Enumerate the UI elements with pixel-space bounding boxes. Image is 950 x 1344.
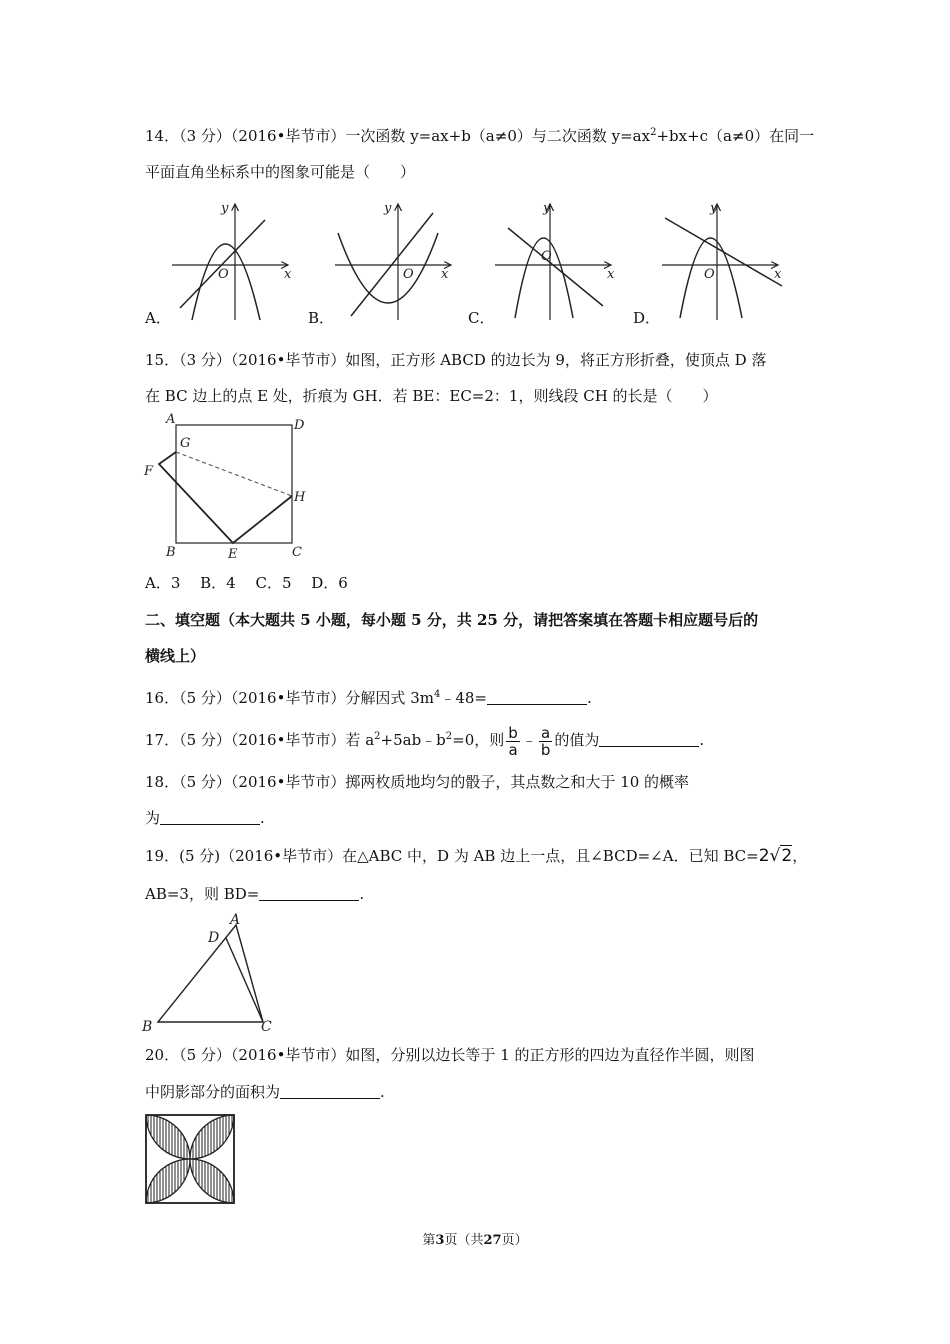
q16-post: ﹣48= (440, 689, 487, 707)
label-a: A (230, 912, 241, 928)
label-d: D (208, 930, 220, 946)
q17-frac2-den: b (540, 740, 551, 759)
footer-post: 页） (501, 1233, 528, 1248)
q20-figure (144, 1113, 240, 1209)
q14-graph-c (493, 198, 623, 323)
label-b: B (166, 545, 176, 560)
x-label: x (284, 267, 292, 282)
q14-line1 (145, 126, 814, 146)
line-graph (180, 220, 265, 308)
q17-line (145, 722, 704, 758)
q20-line1: 20．（5 分）（2016•毕节市）如图，分别以边长等于 1 的正方形的四边为直径作半圆，则图 (145, 1046, 755, 1064)
q19-figure (138, 910, 283, 1035)
q19-line1-text: 19．(5 分)（2016•毕节市）在△ABC 中，D 为 AB 边上一点，且∠BCD=∠A．已知 BC= (145, 847, 759, 865)
q20-answer-blank[interactable] (280, 1084, 380, 1099)
origin-label: O (403, 267, 414, 282)
label-c: C (261, 1019, 272, 1035)
q19-root-coef: 2 (758, 846, 770, 866)
q20-line2 (145, 1082, 385, 1102)
folded-edge (159, 452, 292, 543)
q19-root-radicand: 2 (781, 846, 793, 866)
q14-line2: 平面直角坐标系中的图象可能是（ ） (145, 163, 416, 181)
q17-end: . (699, 731, 705, 749)
q17-sup1: 2 (374, 731, 381, 742)
q18-answer-blank[interactable] (160, 810, 260, 825)
q19-root-expression: 2√2 (758, 846, 793, 866)
fold-crease-gh (176, 452, 292, 496)
footer-pre: 第 (422, 1233, 436, 1248)
label-h: H (294, 490, 306, 505)
q20-line2-pre: 中阴影部分的面积为 (145, 1083, 281, 1101)
y-label: y (710, 201, 718, 216)
q15-choices: A．3 B．4 C．5 D．6 (145, 574, 348, 592)
q14-line1-pre: 14．（3 分）（2016•毕节市）一次函数 y=ax+b（a≠0）与二次函数 y=ax (145, 127, 651, 145)
y-label: y (384, 201, 392, 216)
y-label: y (221, 201, 229, 216)
q17-frac1-num: b (508, 723, 518, 742)
q15-figure (140, 412, 320, 562)
q14-graph-a (170, 198, 300, 323)
q14-option-b: B． (308, 309, 335, 327)
x-label: x (441, 267, 449, 282)
q17-frac2-num: a (539, 725, 553, 742)
q14-option-a: A． (145, 309, 171, 327)
label-b: B (142, 1019, 153, 1035)
q19-line2 (145, 884, 364, 904)
q16-end: . (587, 689, 592, 707)
square-abcd (176, 425, 292, 543)
q19-line1 (145, 846, 807, 866)
label-c: C (292, 545, 302, 560)
q16-answer-blank[interactable] (487, 690, 587, 705)
label-a: A (166, 412, 176, 427)
q17-minus: ﹣ (521, 731, 537, 749)
q17-fraction-b-over-a (506, 725, 520, 758)
footer-mid: 页（共 (444, 1233, 484, 1248)
q17-post: =0，则 (452, 731, 505, 749)
x-label: x (607, 267, 615, 282)
q14-graph-b (333, 198, 463, 323)
x-label: x (774, 267, 782, 282)
label-g: G (180, 436, 191, 451)
q19-comma: ， (792, 847, 808, 865)
q15-line1: 15．（3 分）（2016•毕节市）如图，正方形 ABCD 的边长为 9，将正方形折叠，使顶点 D 落 (145, 351, 767, 369)
q14-graph-d (660, 198, 790, 323)
parabola (338, 233, 438, 303)
line-graph (665, 218, 782, 286)
q14-line1-post: +bx+c（a≠0）在同一 (656, 127, 815, 145)
q19-line2-pre: AB=3，则 BD= (145, 885, 260, 903)
q14-option-d: D． (633, 309, 661, 327)
footer-total-pages: 27 (483, 1233, 502, 1248)
q18-line2 (145, 808, 265, 828)
q14-option-c: C． (468, 309, 495, 327)
q17-pre: 17．（5 分）（2016•毕节市）若 a (145, 731, 375, 749)
origin-label: O (541, 249, 552, 264)
q17-fraction-a-over-b (539, 725, 553, 758)
q18-line1: 18．（5 分）（2016•毕节市）掷两枚质地均匀的骰子，其点数之和大于 10 的概率 (145, 773, 690, 791)
label-e: E (228, 547, 238, 562)
q17-mid: +5ab﹣b (380, 731, 446, 749)
segment-cd (226, 938, 263, 1022)
y-label: y (543, 201, 551, 216)
q18-end: . (260, 809, 265, 827)
origin-label: O (218, 267, 229, 282)
q15-line2: 在 BC 边上的点 E 处，折痕为 GH．若 BE：EC=2：1，则线段 CH 的长是（ ） (145, 387, 718, 405)
label-f: F (144, 464, 154, 479)
q17-tail: 的值为 (554, 731, 600, 749)
q17-sup2: 2 (445, 731, 453, 742)
section2-line1: 二、填空题（本大题共 5 小题，每小题 5 分，共 25 分，请把答案填在答题卡相应题号后的 (145, 611, 759, 629)
q17-answer-blank[interactable] (599, 732, 699, 747)
q18-line2-pre: 为 (145, 809, 161, 827)
parabola (192, 244, 260, 320)
line-graph (508, 228, 603, 306)
page-footer (0, 1229, 950, 1248)
section2-line2: 横线上） (145, 647, 206, 665)
q16-line (145, 688, 592, 708)
origin-label: O (704, 267, 715, 282)
q14-line1-sup: 2 (650, 127, 657, 138)
q17-frac1-den: a (508, 740, 518, 759)
q20-end: . (380, 1083, 385, 1101)
q16-pre: 16．（5 分）（2016•毕节市）分解因式 3m (145, 689, 434, 707)
label-d: D (294, 418, 305, 433)
q16-sup: 4 (433, 689, 441, 700)
footer-page-number: 3 (435, 1233, 445, 1248)
q19-answer-blank[interactable] (259, 886, 359, 901)
q19-end: . (359, 885, 365, 903)
